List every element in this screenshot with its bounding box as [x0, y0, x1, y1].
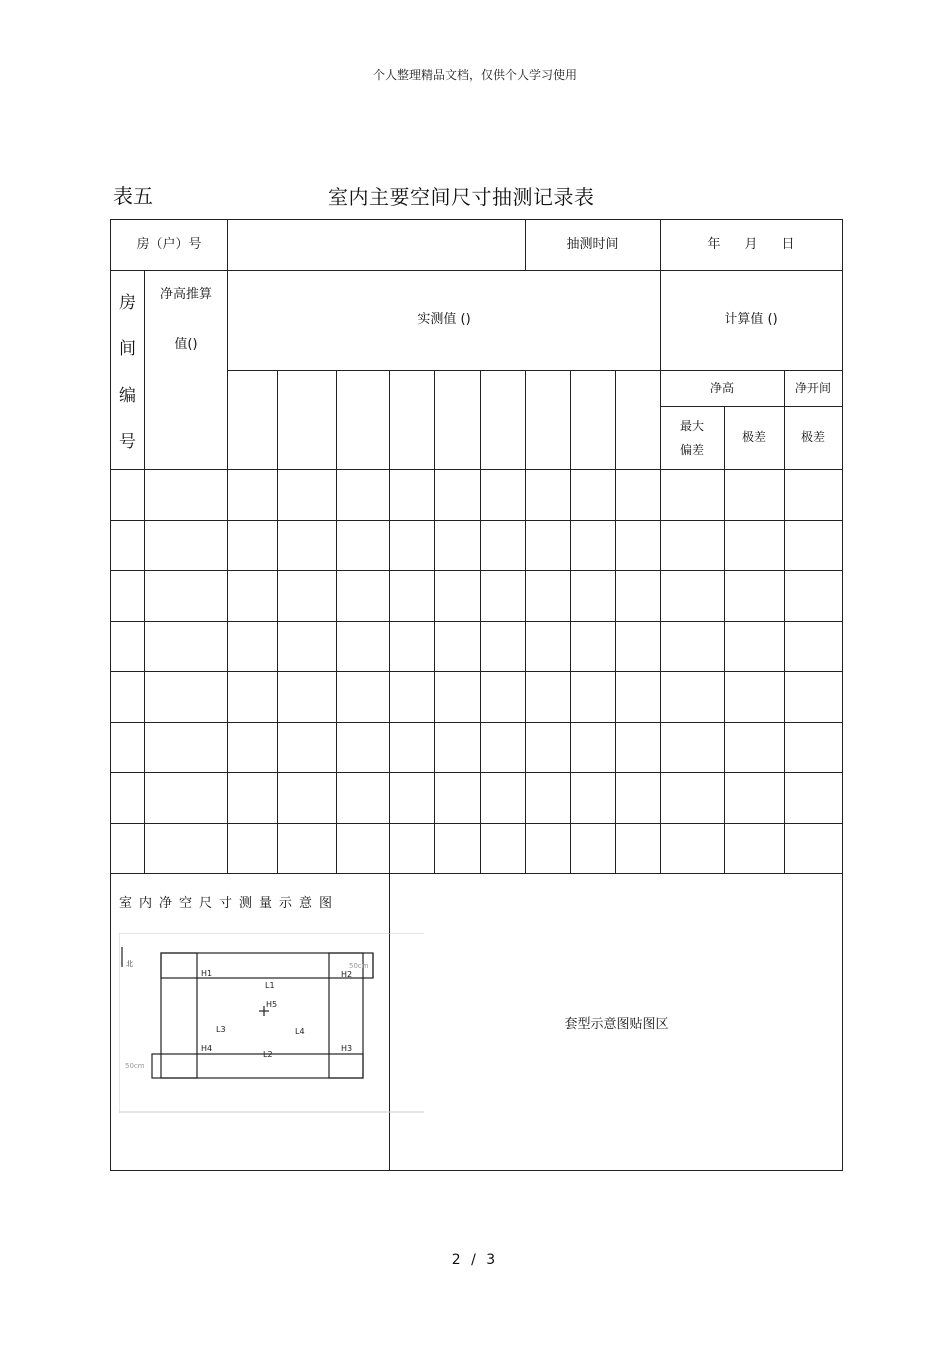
range-label-height: 极差 [741, 430, 766, 445]
net-height-calc-line2: 值() [174, 337, 198, 352]
grid-line [480, 370, 481, 873]
label-h2: H2 [341, 970, 353, 979]
label-h3: H3 [341, 1044, 353, 1053]
label-l2: L2 [263, 1050, 273, 1059]
room-id-char: 编 [119, 385, 136, 406]
room-no-label: 房（户）号 [136, 237, 202, 253]
max-deviation-label [660, 406, 724, 469]
date-day: 日 [781, 237, 795, 253]
grid-line [434, 370, 435, 873]
grid-line [615, 370, 616, 873]
grid-line [724, 406, 725, 873]
net-height-calc-label [145, 270, 227, 370]
grid-line [111, 823, 842, 824]
measurement-diagram [119, 933, 424, 1113]
table-label: 表五 [113, 184, 153, 208]
net-height-calc-line1: 净高推算 [159, 287, 212, 302]
room-id-label [111, 271, 144, 469]
sample-date-field[interactable] [660, 220, 842, 270]
label-l1: L1 [265, 981, 275, 990]
max-deviation-line2: 偏差 [679, 442, 704, 457]
bottom-band [152, 1054, 363, 1078]
paste-area[interactable]: 套型示意图贴图区 [564, 1017, 669, 1032]
room-no-field[interactable] [228, 220, 525, 270]
grid-line [277, 370, 278, 873]
offset-label-bottom: 50cm [125, 1062, 145, 1070]
grid-line [227, 370, 660, 371]
label-l3: L3 [216, 1025, 226, 1034]
max-deviation-line1: 最大 [679, 418, 704, 433]
offset-label-top: 50cm [349, 962, 369, 970]
grid-line [111, 469, 842, 470]
date-year: 年 [707, 237, 721, 253]
range-label-opening: 极差 [800, 430, 825, 445]
grid-line [111, 621, 842, 622]
diagram-title: 室内净空尺寸测量示意图 [119, 896, 340, 911]
calculated-label: 计算值 () [724, 312, 778, 328]
label-h4: H4 [201, 1044, 213, 1053]
room-id-char: 房 [119, 292, 136, 313]
grid-line [389, 370, 390, 873]
room-id-char: 间 [119, 339, 136, 360]
label-h1: H1 [201, 969, 213, 978]
left-band [161, 953, 197, 1078]
room-id-char: 号 [119, 432, 136, 453]
grid-line [525, 370, 526, 873]
date-month: 月 [744, 237, 758, 253]
label-l4: L4 [295, 1027, 305, 1036]
grid-line [111, 520, 842, 521]
grid-line [336, 370, 337, 873]
room-outline [197, 978, 329, 1054]
grid-line [111, 722, 842, 723]
label-h5: H5 [266, 1000, 278, 1009]
net-opening-label: 净开间 [794, 380, 831, 395]
record-form [110, 219, 843, 1171]
north-label: 北 [126, 960, 133, 968]
grid-line [111, 671, 842, 672]
grid-line [111, 772, 842, 773]
header-note: 个人整理精品文档，仅供个人学习使用 [372, 68, 577, 82]
grid-line [570, 370, 571, 873]
grid-line [111, 570, 842, 571]
page-number: 2 / 3 [451, 1252, 499, 1268]
table-title: 室内主要空间尺寸抽测记录表 [328, 185, 595, 209]
sample-time-label: 抽测时间 [566, 237, 619, 253]
net-height-label: 净高 [709, 380, 734, 395]
measured-label: 实测值 () [417, 312, 471, 328]
